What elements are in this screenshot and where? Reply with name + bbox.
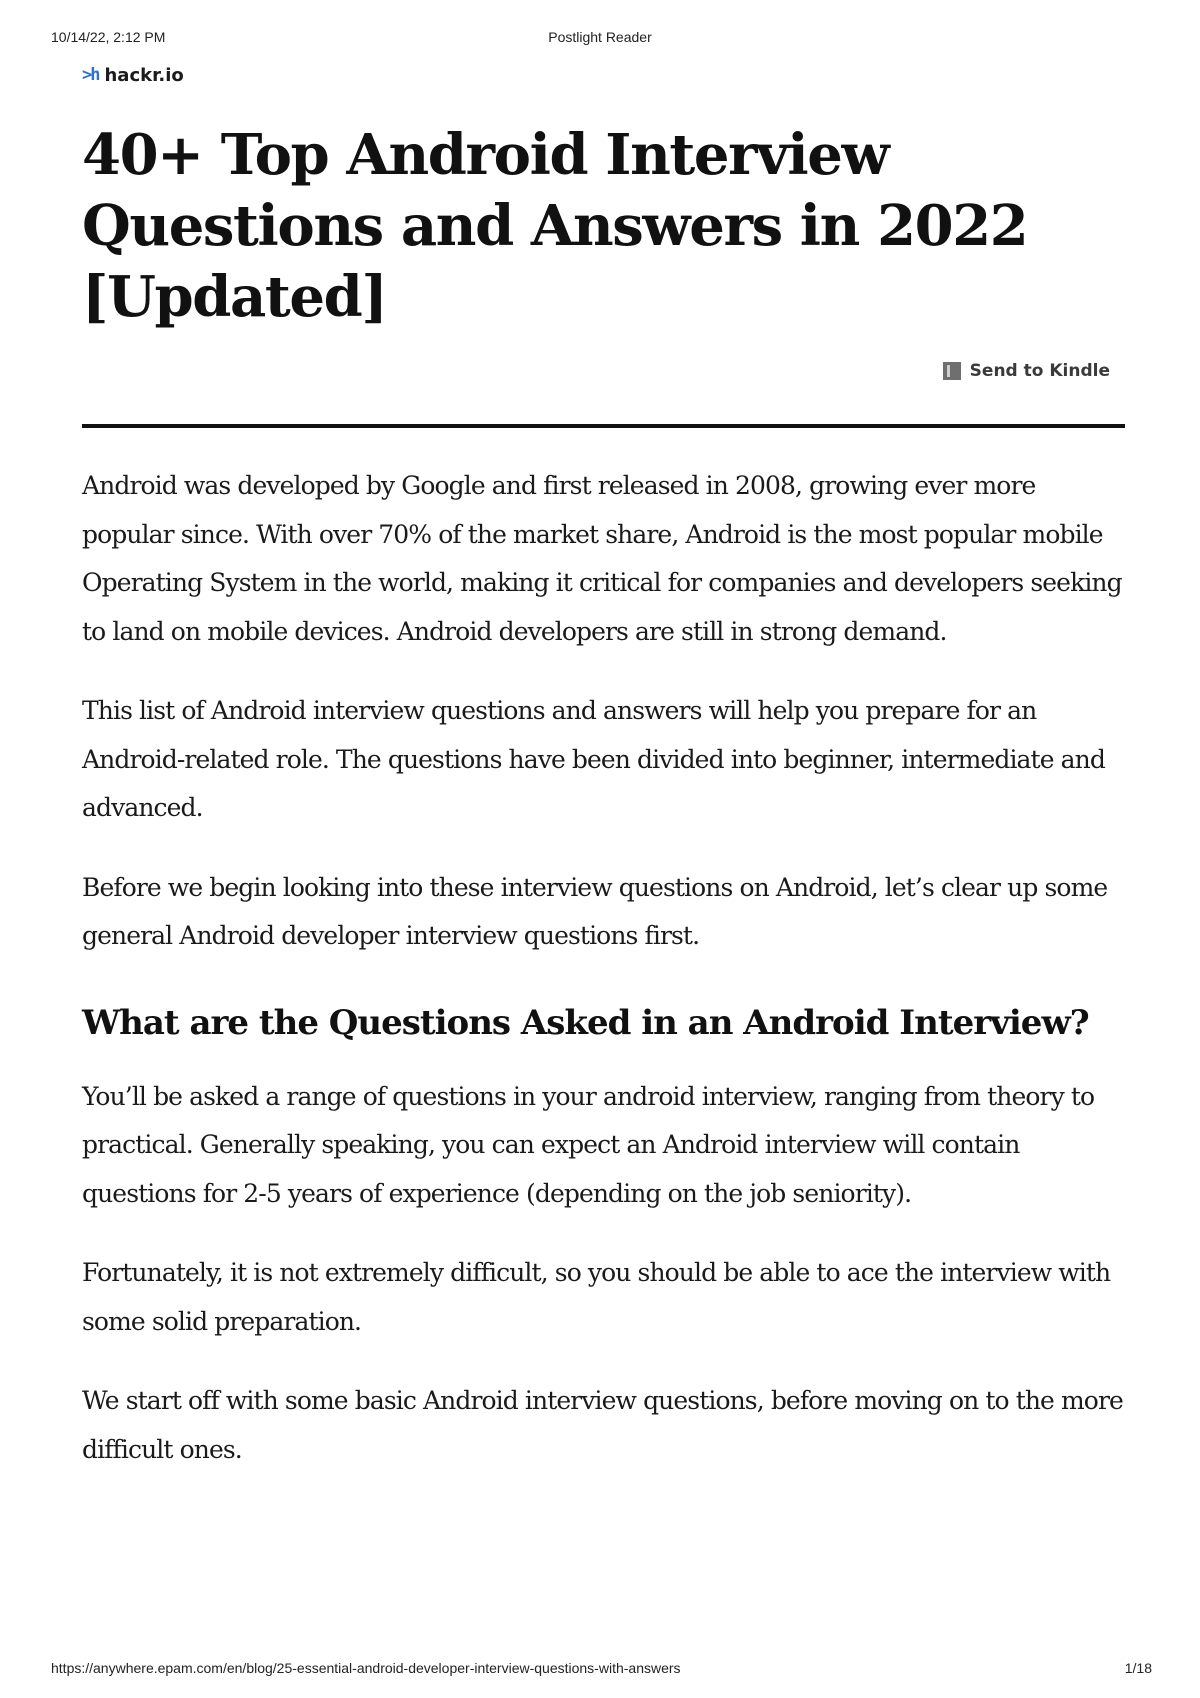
paragraph: Android was developed by Google and first released in 2008, growing ever more popular since. With over 70% of the market share, Android is the most popular mobile Operating System in the world, making it critical for companies and developers seeking to land on mobile devices. Android developers are still in strong demand.: [82, 471, 1122, 646]
title-divider: [82, 424, 1125, 428]
print-header: [0, 29, 1200, 49]
print-page-number: 1/18: [1124, 1660, 1152, 1676]
site-brand-link[interactable]: [82, 62, 184, 88]
print-footer: [0, 1660, 1200, 1680]
logo-glyph: >h: [82, 65, 99, 85]
article-body: [82, 462, 1127, 1505]
paragraph: Before we begin looking into these interview questions on Android, let’s clear up some general Android developer interview questions first.: [82, 872, 1108, 950]
hackr-logo-icon: [82, 65, 98, 85]
print-datetime: 10/14/22, 2:12 PM: [51, 29, 166, 45]
article-title: 40+ Top Android Interview Questions and Answers in 2022 [Updated]: [82, 122, 1028, 330]
paragraph: This list of Android interview questions and answers will help you prepare for an Android-related role. The questions have been divided into beginner, intermediate and advanced.: [82, 696, 1105, 822]
print-source-url: https://anywhere.epam.com/en/blog/25-essential-android-developer-interview-questions-with-answers: [51, 1660, 681, 1676]
paragraph: You’ll be asked a range of questions in your android interview, ranging from theory to practical. Generally speaking, you can expect an Android interview will contain questions for 2-5 years of experience (depending on the job seniority).: [82, 1081, 1095, 1208]
send-to-kindle-label: Send to Kindle: [969, 361, 1110, 381]
paragraph: Fortunately, it is not extremely difficult, so you should be able to ace the interview with some solid preparation.: [82, 1258, 1111, 1336]
site-name: hackr.io: [104, 64, 184, 86]
paragraph: We start off with some basic Android interview questions, before moving on to the more difficult ones.: [82, 1386, 1123, 1464]
print-app-title: Postlight Reader: [548, 29, 652, 45]
send-to-kindle-button[interactable]: [943, 361, 1110, 381]
kindle-icon: [943, 362, 961, 380]
section-heading: What are the Questions Asked in an Android Interview?: [82, 1002, 1089, 1043]
